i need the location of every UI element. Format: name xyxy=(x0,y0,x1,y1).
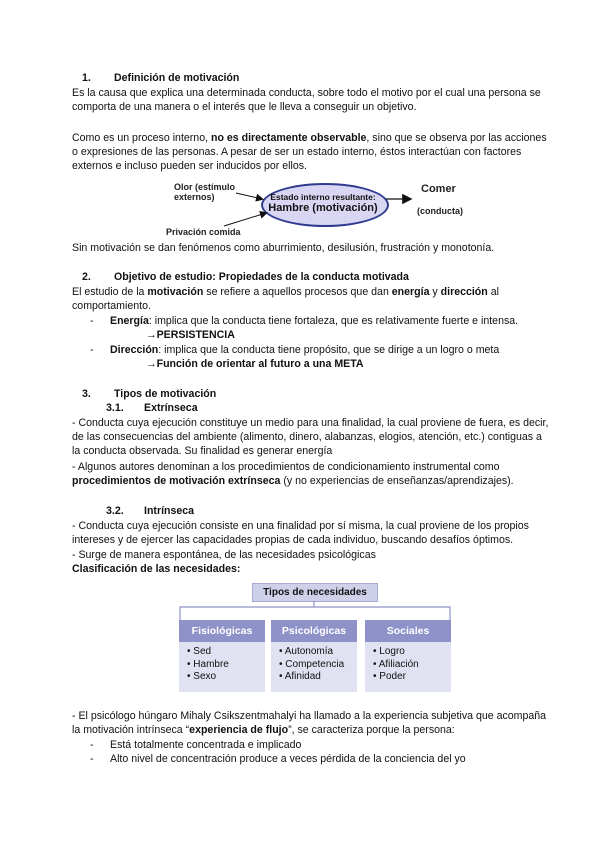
subsection-3-1-number: 3.1. xyxy=(106,402,124,414)
dash-bullet: - xyxy=(90,315,94,327)
needs-column-list xyxy=(365,642,451,684)
section-2-number: 2. xyxy=(82,271,91,283)
dash-bullet: - xyxy=(90,344,94,356)
e2-text-c: (y no experiencias de enseñanzas/aprendizajes). xyxy=(280,475,514,487)
list-item: • Sexo xyxy=(187,671,217,682)
dash-bullet: - xyxy=(90,753,94,765)
intrinseca-paragraph-2: - Surge de manera espontánea, de las necesidades psicológicas xyxy=(72,549,376,561)
p2-part-c: , sino que se observa por las acciones o expresiones de las personas. A pesar de ser un estado interno, éstos interactúan con factores externos e incluso pueden ser inducidos por ellos. xyxy=(72,132,547,172)
s2-bold-energia: energía xyxy=(391,286,430,298)
list-item: • Afiliación xyxy=(373,658,419,670)
needs-diagram-title: Tipos de necesidades xyxy=(252,583,378,602)
needs-column-sociales xyxy=(365,620,451,692)
bullet-direccion-term: Dirección xyxy=(110,344,159,356)
subsection-3-2-title: Intrínseca xyxy=(144,505,195,517)
list-item: • Autonomía xyxy=(279,646,334,657)
needs-column-head: Sociales xyxy=(365,620,451,642)
needs-column-fisiologicas xyxy=(179,620,265,692)
clasificacion-heading: Clasificación de las necesidades: xyxy=(72,563,241,575)
diagram-label-olor-line1: Olor (estímulo xyxy=(174,182,236,192)
bullet-energia-text: : implica que la conducta tiene fortaleza, que es relativamente fuerte e intensa. xyxy=(148,315,519,327)
e2-text-a: - Algunos autores denominan a los procedimientos de condicionamiento instrumental como xyxy=(72,461,500,473)
subsection-3-1-title: Extrínseca xyxy=(144,402,198,414)
needs-column-head: Fisiológicas xyxy=(179,620,265,642)
section-3-number: 3. xyxy=(82,388,91,400)
diagram-ellipse-caption: Estado interno resultante: xyxy=(270,192,376,202)
section-1-paragraph-3: Sin motivación se dan fenómenos como aburrimiento, desilusión, frustración y monotonía. xyxy=(72,242,495,254)
funcion-line: →Función de orientar al futuro a una META xyxy=(146,358,364,370)
section-1-number: 1. xyxy=(82,72,91,84)
dash-bullet: - xyxy=(90,739,94,751)
needs-column-list xyxy=(271,642,357,684)
needs-column-psicologicas xyxy=(271,620,357,692)
diagram-label-comer: Comer xyxy=(421,183,456,195)
e2-bold: procedimientos de motivación extrínseca xyxy=(72,475,281,487)
extrinseca-paragraph-1: - Conducta cuya ejecución constituye un medio para una finalidad, la cual proviene de fuera, es decir, de las consecuencias del ambiente (alimento, dinero, alabanzas, elogios, atención, etc.) contiguas a la conducta observada. Su finalidad es generar energía xyxy=(72,417,549,457)
section-1-paragraph-1: Es la causa que explica una determinada conducta, sobre todo el motivo por el cual una persona se comporta de una manera o el interés que le lleva a conseguir un objetivo. xyxy=(72,87,541,113)
p2-part-a: Como es un proceso interno, xyxy=(72,132,211,144)
flujo-text-a: - El psicólogo húngaro Mihaly Csikszentmahalyi ha llamado a la experiencia subjetiva que acompaña la motivación intrínseca “ xyxy=(72,710,547,736)
flujo-item-2 xyxy=(72,752,552,766)
flujo-item-1 xyxy=(72,738,552,752)
list-item: • Afinidad xyxy=(279,671,321,682)
list-item: • Poder xyxy=(373,671,406,682)
list-item: • Competencia xyxy=(279,658,345,670)
list-item: • Sed xyxy=(187,646,212,657)
diagram-label-olor-line2: externos) xyxy=(174,192,215,202)
needs-column-head: Psicológicas xyxy=(271,620,357,642)
bullet-energia-term: Energía xyxy=(110,315,149,327)
s2-text-a: El estudio de la xyxy=(72,286,148,298)
flujo-item-1-text: Está totalmente concentrada e implicado xyxy=(110,739,302,751)
flujo-paragraph xyxy=(72,709,552,737)
diagram-label-conducta: (conducta) xyxy=(417,206,463,216)
diagram-label-privacion: Privación comida xyxy=(166,227,241,237)
flujo-text-c: ”, se caracteriza porque la persona: xyxy=(288,724,455,736)
list-item: • Logro xyxy=(373,646,405,657)
intrinseca-paragraph-1: - Conducta cuya ejecución consiste en una finalidad por sí misma, la cual proviene de los propios intereses y de ejercer las capacidades propias de cada individuo, buscando desafíos óptimos. xyxy=(72,520,529,546)
s2-text-g: al comportamiento. xyxy=(72,286,499,312)
section-2-title: Objetivo de estudio: Propiedades de la conducta motivada xyxy=(114,271,409,283)
section-1-title: Definición de motivación xyxy=(114,72,240,84)
list-item: • Hambre xyxy=(187,658,229,670)
needs-column-list xyxy=(179,642,265,684)
s2-bold-motivacion: motivación xyxy=(147,286,204,298)
flujo-bold: experiencia de flujo xyxy=(189,724,289,736)
persistencia-line: →PERSISTENCIA xyxy=(146,329,235,341)
s2-text-e: y xyxy=(429,286,441,298)
flujo-item-2-text: Alto nivel de concentración produce a veces pérdida de la conciencia del yo xyxy=(110,753,466,765)
section-3-title: Tipos de motivación xyxy=(114,388,217,400)
subsection-3-2-number: 3.2. xyxy=(106,505,124,517)
s2-text-c: se refiere a aquellos procesos que dan xyxy=(203,286,392,298)
diagram-ellipse-main: Hambre (motivación) xyxy=(268,202,378,214)
s2-bold-direccion: dirección xyxy=(440,286,488,298)
p2-bold: no es directamente observable xyxy=(210,132,367,144)
bullet-direccion-text: : implica que la conducta tiene propósito, que se dirige a un logro o meta xyxy=(158,344,500,356)
